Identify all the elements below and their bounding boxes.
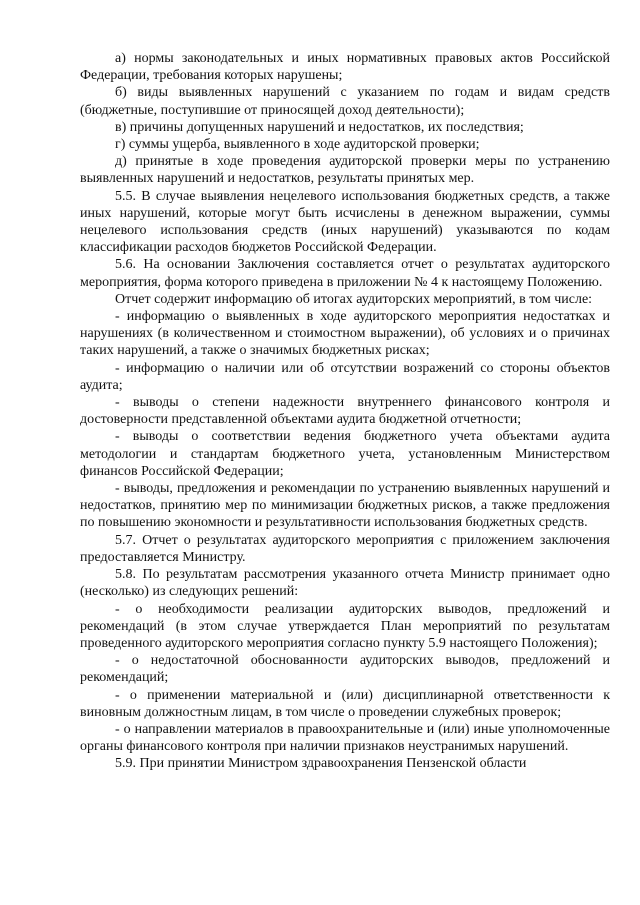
- report-item-violations-info: - информацию о выявленных в ходе аудиторского мероприятия недостатках и нарушениях (в количественном и стоимостном выражении), об условиях и о причинах таких нарушений, а также о значимых бюджетных рисках;: [80, 309, 610, 359]
- clause-b-violation-types: б) виды выявленных нарушений с указанием по годам и видам средств (бюджетные, поступившие от приносящей доход деятельности);: [80, 85, 610, 118]
- decision-insufficient-grounds: - о недостаточной обоснованности аудиторских выводов, предложений и рекомендаций;: [80, 653, 610, 686]
- section-5-7: 5.7. Отчет о результатах аудиторского мероприятия с приложением заключения предоставляется Министру.: [80, 532, 610, 565]
- report-contents-intro: Отчет содержит информацию об итогах аудиторских мероприятий, в том числе:: [115, 291, 593, 307]
- report-item-recommendations: - выводы, предложения и рекомендации по устранению выявленных нарушений и недостатков, принятию мер по минимизации бюджетных рисков, а также предложения по повышению экономности и результативности использования бюджетных средств.: [80, 481, 610, 531]
- report-item-control-reliability: - выводы о степени надежности внутреннего финансового контроля и достоверности представленной объектами аудита бюджетной отчетности;: [80, 395, 610, 428]
- section-5-6: 5.6. На основании Заключения составляется отчет о результатах аудиторского мероприятия, форма которого приведена в приложении № 4 к настоящему Положению.: [80, 257, 610, 290]
- clause-d-measures-taken: д) принятые в ходе проведения аудиторской проверки меры по устранению выявленных нарушений и недостатков, результаты принятых мер.: [80, 154, 610, 187]
- section-5-8: 5.8. По результатам рассмотрения указанного отчета Министр принимает одно (несколько) из следующих решений:: [80, 567, 610, 600]
- report-item-objections-info: - информацию о наличии или об отсутствии возражений со стороны объектов аудита;: [80, 360, 610, 393]
- clause-a-legal-norms: а) нормы законодательных и иных нормативных правовых актов Российской Федерации, требования которых нарушены;: [80, 51, 610, 84]
- decision-implement-conclusions: - о необходимости реализации аудиторских выводов, предложений и рекомендаций (в этом случае утверждается План мероприятий по результатам проведенного аудиторского мероприятия согласно пункту 5.9 настоящего Положения);: [80, 601, 610, 651]
- report-item-accounting-compliance: - выводы о соответствии ведения бюджетного учета объектами аудита методологии и стандартам бюджетного учета, установленным Министерством финансов Российской Федерации;: [80, 429, 610, 479]
- clause-g-damage-sums: г) суммы ущерба, выявленного в ходе аудиторской проверки;: [115, 137, 480, 153]
- decision-refer-materials: - о направлении материалов в правоохранительные и (или) иные уполномоченные органы финансового контроля при наличии признаков неустранимых нарушений.: [80, 721, 610, 755]
- section-5-5: 5.5. В случае выявления нецелевого использования бюджетных средств, а также иных нарушений, которые могут быть исчислены в денежном выражении, суммы нецелевого использования средств (иных нарушений) указываются по кодам классификации расходов бюджетов Российской Федерации.: [80, 188, 610, 256]
- section-5-9: 5.9. При принятии Министром здравоохранения Пензенской области: [115, 756, 527, 772]
- decision-liability: - о применении материальной и (или) дисциплинарной ответственности к виновным должностным лицам, в том числе о проведении служебных проверок;: [80, 687, 610, 720]
- document-page: [80, 50, 610, 773]
- clause-v-causes: в) причины допущенных нарушений и недостатков, их последствия;: [115, 119, 524, 135]
